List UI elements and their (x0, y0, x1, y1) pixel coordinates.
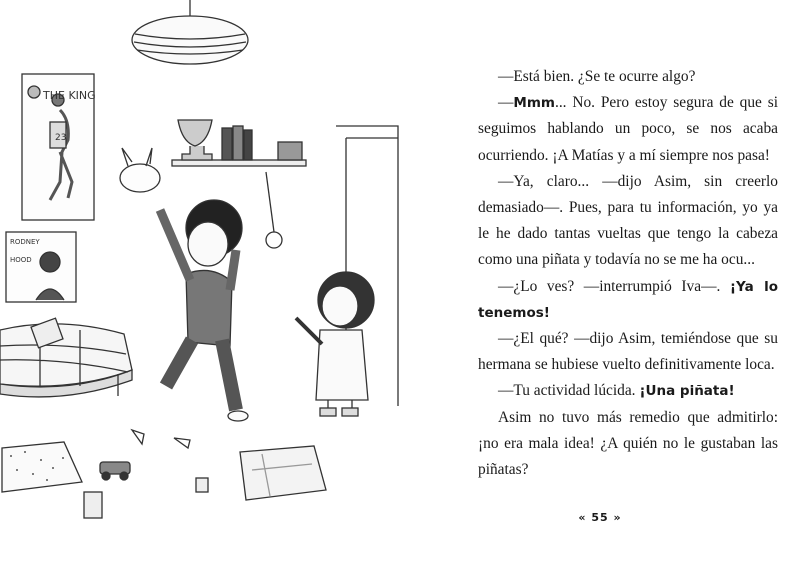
paragraph-2-rest: ... No. Pero estoy segura de que si seguimos hablando un poco, se nos acaba ocurriendo. ¡A Matías y a mí siempre nos pasa! (478, 94, 778, 164)
emphasis-ya-lo-tenemos: ¡Ya lo tenemos! (478, 278, 778, 321)
the-king-poster (22, 74, 96, 220)
rug (2, 442, 82, 492)
page-number: « 55 » (578, 511, 622, 524)
paragraph-6-text: —Tu actividad lúcida. (498, 382, 640, 400)
paragraph-7: Asim no tuvo más remedio que admitirlo: ¡no era mala idea! ¿A quién no le gustaban las piñatas? (478, 408, 778, 479)
paragraph-4 (478, 274, 778, 326)
paragraph-1: —Está bien. ¿Se te ocurre algo? (498, 68, 696, 85)
ceiling-lamp (132, 0, 248, 64)
poster-jersey-number: 23 (55, 133, 67, 143)
paragraph-4-text: —¿Lo ves? —interrumpió Iva—. (498, 277, 730, 295)
poster-title: THE KING (43, 89, 96, 102)
dash: — (498, 94, 514, 112)
poster-name-last: HOOD (10, 256, 32, 264)
boy-character (160, 200, 248, 421)
flying-bunny-toy (120, 148, 160, 192)
emphasis-mmm: Mmm (513, 95, 555, 112)
girl-character (296, 272, 374, 416)
emphasis-una-pinata: ¡Una piñata! (639, 383, 735, 400)
floor-toys (84, 430, 326, 518)
paragraph-2 (478, 90, 778, 169)
body-text (478, 64, 778, 483)
bed (0, 318, 132, 397)
rodney-hood-poster (6, 232, 76, 302)
poster-name-first: RODNEY (10, 238, 40, 246)
paragraph-5: —¿El qué? —dijo Asim, temiéndose que su hermana se hubiese vuelto definitivamente loca. (478, 330, 778, 374)
paragraph-3: —Ya, claro... —dijo Asim, sin creerlo demasiado—. Pues, para tu información, yo ya le he dado tantas vueltas que tengo la cabeza como una piñata y todavía no se me ha ocu... (478, 172, 778, 269)
paragraph-6 (478, 378, 778, 404)
